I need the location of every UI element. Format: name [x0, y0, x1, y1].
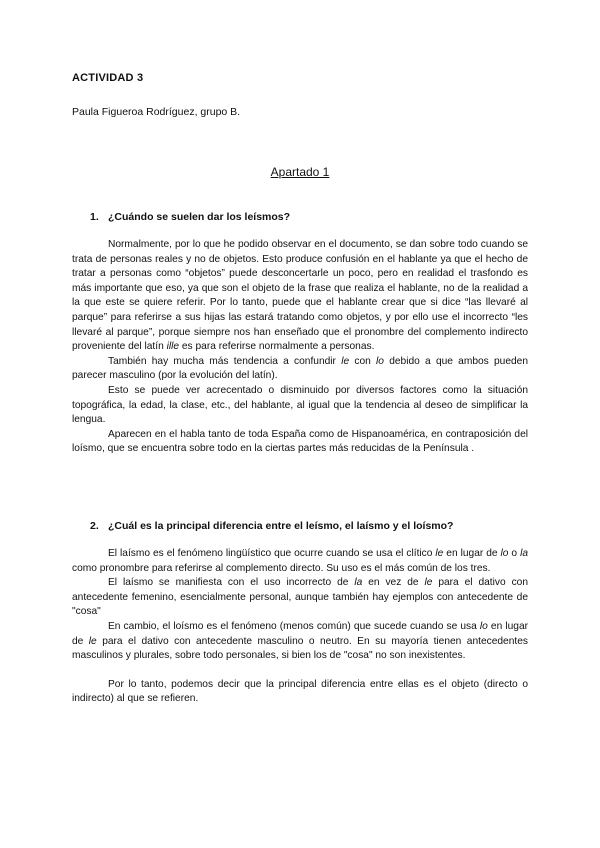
italic-term: le — [341, 355, 350, 367]
italic-term: lo — [479, 620, 488, 632]
italic-term: la — [520, 548, 528, 559]
italic-term: la — [354, 577, 363, 589]
text-run: El laísmo es el fenómeno lingüístico que ocurre cuando se usa el clítico — [108, 548, 436, 559]
text-run: es para referirse normalmente a personas. — [179, 341, 375, 353]
document-title: ACTIVIDAD 3 — [72, 72, 144, 84]
section-title: Apartado 1 — [270, 165, 330, 179]
answer-1-paragraph-4: Aparecen en el habla tanto de toda España como de Hispanoamérica, en contraposición del loísmo, que se encuentra sobre todo en la ciertas partes más reducidas de la Península . — [72, 428, 528, 455]
author-line: Paula Figueroa Rodríguez, grupo B. — [72, 106, 241, 118]
italic-term: le — [424, 577, 433, 589]
text-run: en lugar de — [72, 620, 528, 647]
answer-2-paragraph-2 — [72, 576, 528, 620]
question-1-heading — [90, 211, 290, 223]
text-run: En cambio, el loísmo es el fenómeno (menos común) que sucede cuando se usa — [108, 620, 480, 632]
answer-2-paragraph-1 — [72, 547, 528, 576]
italic-term: ille — [166, 341, 180, 353]
text-run: para el dativo con antecedente femenino, esencialmente personal, aunque también hay ejemplos con antecedente de "cosa" — [72, 577, 528, 618]
answer-1-paragraph-2 — [72, 355, 528, 384]
text-run: También hay mucha más tendencia a confundir — [108, 355, 342, 367]
italic-term: lo — [376, 355, 384, 367]
question-2-number: 2. — [90, 520, 99, 532]
text-run: para el dativo con antecedente masculino o neutro. En su mayoría tienen antecedentes masculinos y plurales, sobre todo personales, si bien los de "cosa" no son inexistentes. — [72, 635, 528, 662]
text-run: o — [508, 548, 521, 559]
answer-2-paragraph-3 — [72, 620, 528, 664]
text-run: Normalmente, por lo que he podido observar en el documento, se dan sobre todo cuando se trata de personas reales y no de objetos. Esto produce confusión en el hablante ya que el hecho de tratar a personas como “objetos” puede desconcertarle un poco, pero en realidad el trasfondo es más importante que eso, ya que son el objeto de la frase que realiza el hablante, no de la realidad a la que este se quiere referir. Por lo tanto, puede que el hablante crear que si dice “las llevaré al parque” para referirse a sus hijas las estará tratando como objetos, y por ello use el incorrecto “les llevaré al parque”, porque siempre nos han enseñado que el pronombre del complemento indirecto proveniente del latín — [72, 239, 528, 353]
italic-term: lo — [500, 548, 509, 559]
text-run: en lugar de — [443, 548, 501, 559]
text-run: en vez de — [362, 577, 425, 589]
answer-1-paragraph-1 — [72, 238, 528, 355]
italic-term: le — [88, 635, 97, 647]
answer-2 — [72, 547, 528, 707]
question-1-number: 1. — [90, 211, 99, 223]
question-1-text: ¿Cuándo se suelen dar los leísmos? — [108, 211, 291, 223]
answer-1 — [72, 238, 528, 457]
answer-2-paragraph-4: Por lo tanto, podemos decir que la principal diferencia entre ellas es el objeto (directo o indirecto) al que se refieren. — [72, 678, 528, 705]
text-run: debido a que ambos pueden parecer masculino (por la evolución del latín). — [72, 355, 528, 382]
text-run: con — [349, 355, 377, 367]
answer-1-paragraph-3: Esto se puede ver acrecentado o disminuido por diversos factores como la situación topográfica, la edad, la clase, etc., del hablante, al igual que la tendencia al deseo de simplificar la lengua. — [72, 384, 528, 426]
text-run: El laísmo se manifiesta con el uso incorrecto de — [108, 577, 355, 589]
text-run: como pronombre para referirse al complemento directo. Su uso es el más común de los tres. — [72, 562, 491, 574]
question-2-heading — [90, 520, 453, 532]
question-2-text: ¿Cuál es la principal diferencia entre el leísmo, el laísmo y el loísmo? — [108, 520, 454, 532]
italic-term: le — [435, 548, 444, 559]
